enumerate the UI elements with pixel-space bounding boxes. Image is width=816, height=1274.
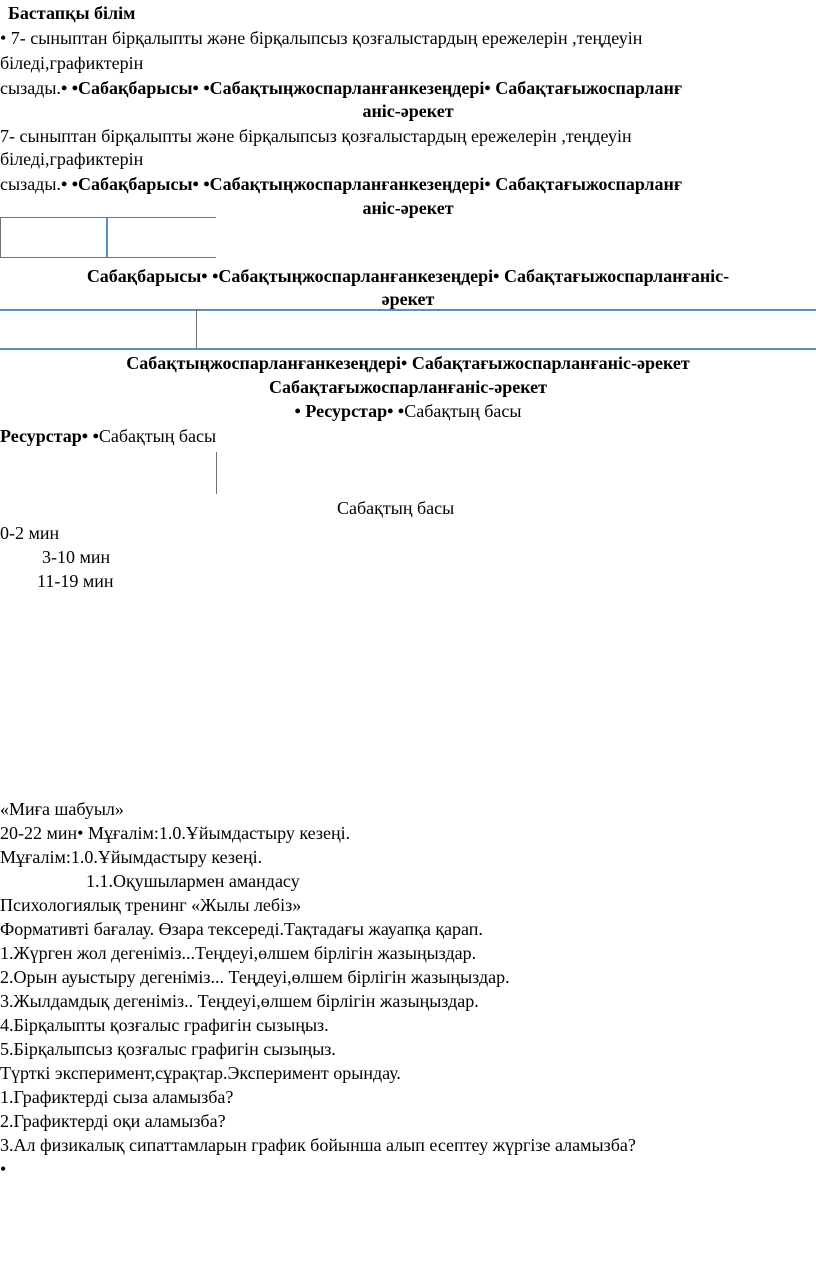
- experiment-q1: 1.Графиктерді сыза аламызба?: [0, 1087, 234, 1107]
- time-3-10: 3-10 мин: [42, 547, 111, 567]
- section-line-2: әрекет: [381, 289, 435, 309]
- question-3: 3.Жылдамдық дегеніміз.. Теңдеуі,өлшем бірлігін жазыңыздар.: [0, 991, 479, 1011]
- table-divider: [106, 217, 108, 257]
- experiment-q2: 2.Графиктерді оқи аламызба?: [0, 1111, 226, 1131]
- resources-lesson-start: Сабақтың басы: [98, 426, 217, 446]
- table-bottom-border: [0, 257, 216, 258]
- table-row-divider: [196, 309, 197, 348]
- repeat-line-3-plain: сызады.: [0, 174, 61, 194]
- table-row-top-line: [0, 309, 816, 311]
- stage-line-3-plain: Сабақтың басы: [404, 401, 522, 421]
- objective-line-3: [0, 77, 682, 99]
- question-5: 5.Бірқалыпсыз қозғалыс графигін сызыңыз.: [0, 1039, 336, 1059]
- time-0-2: 0-2 мин: [0, 523, 60, 543]
- page-title: Бастапқы білім: [8, 3, 136, 23]
- body-line-4: 1.1.Оқушылармен амандасу: [86, 871, 300, 891]
- objective-line-1: • 7- сыныптан бірқалыпты және бірқалыпсыз қозғалыстардың ережелерін ,теңдеуін: [0, 28, 643, 48]
- body-line-5: Психологиялық тренинг «Жылы лебіз»: [0, 895, 302, 915]
- table-top-border: [0, 217, 216, 218]
- objective-line-4: аніс-әрекет: [362, 101, 454, 121]
- section-line-1: Сабақбарысы• •Сабақтыңжоспарланғанкезеңдері• Сабақтағыжоспарланғаніс-: [86, 266, 730, 286]
- stage-line-1: Сабақтыңжоспарланғанкезеңдері• Сабақтағыжоспарланғаніс-әрекет: [126, 353, 690, 373]
- table-row-bottom-line: [0, 348, 816, 350]
- stage-line-3: [0, 400, 816, 422]
- table-left-border: [0, 217, 1, 257]
- question-4: 4.Бірқалыпты қозғалыс графигін сызыңыз.: [0, 1015, 329, 1035]
- body-line-3: Мұғалім:1.0.Ұйымдастыру кезеңі.: [0, 847, 263, 867]
- resources-line: [0, 425, 216, 447]
- stage-line-2: Сабақтағыжоспарланғаніс-әрекет: [269, 377, 547, 397]
- time-11-19: 11-19 мин: [37, 571, 114, 591]
- body-line-2: 20-22 мин• Мұғалім:1.0.Ұйымдастыру кезеңі.: [0, 823, 351, 843]
- lesson-start-label: Сабақтың басы: [337, 498, 455, 518]
- stage-line-3-bold: • Ресурстар• •: [294, 401, 405, 421]
- vertical-divider: [216, 452, 217, 494]
- brainstorm-label: «Миға шабуыл»: [0, 799, 124, 819]
- repeat-line-1: 7- сыныптан бірқалыпты және бірқалыпсыз қозғалыстардың ережелерін ,теңдеуін: [0, 126, 632, 146]
- objective-line-3-plain: сызады.: [0, 78, 61, 98]
- repeat-line-4: аніс-әрекет: [362, 198, 454, 218]
- repeat-line-3: [0, 173, 682, 195]
- bullet-end: •: [0, 1159, 7, 1179]
- repeat-line-2: біледі,графиктерін: [0, 149, 144, 169]
- repeat-line-3-bold: • •Сабақбарысы• •Сабақтыңжоспарланғанкезеңдері• Сабақтағыжоспарланғ: [60, 174, 683, 194]
- experiment-q3: 3.Ал физикалық сипаттамларын график бойынша алып есептеу жүргізе аламызба?: [0, 1135, 636, 1155]
- resources-label: Ресурстар• •: [0, 426, 99, 446]
- objective-line-3-bold: • •Сабақбарысы• •Сабақтыңжоспарланғанкезеңдері• Сабақтағыжоспарланғ: [60, 78, 683, 98]
- question-1: 1.Жүрген жол дегеніміз...Теңдеуі,өлшем бірлігін жазыңыздар.: [0, 943, 477, 963]
- objective-line-2: біледі,графиктерін: [0, 53, 144, 73]
- body-line-6: Формативті бағалау. Өзара тексереді.Тақтадағы жауапқа қарап.: [0, 919, 483, 939]
- experiment-line: Түрткі эксперимент,сұрақтар.Эксперимент орындау.: [0, 1063, 401, 1083]
- question-2: 2.Орын ауыстыру дегеніміз... Теңдеуі,өлшем бірлігін жазыңыздар.: [0, 967, 510, 987]
